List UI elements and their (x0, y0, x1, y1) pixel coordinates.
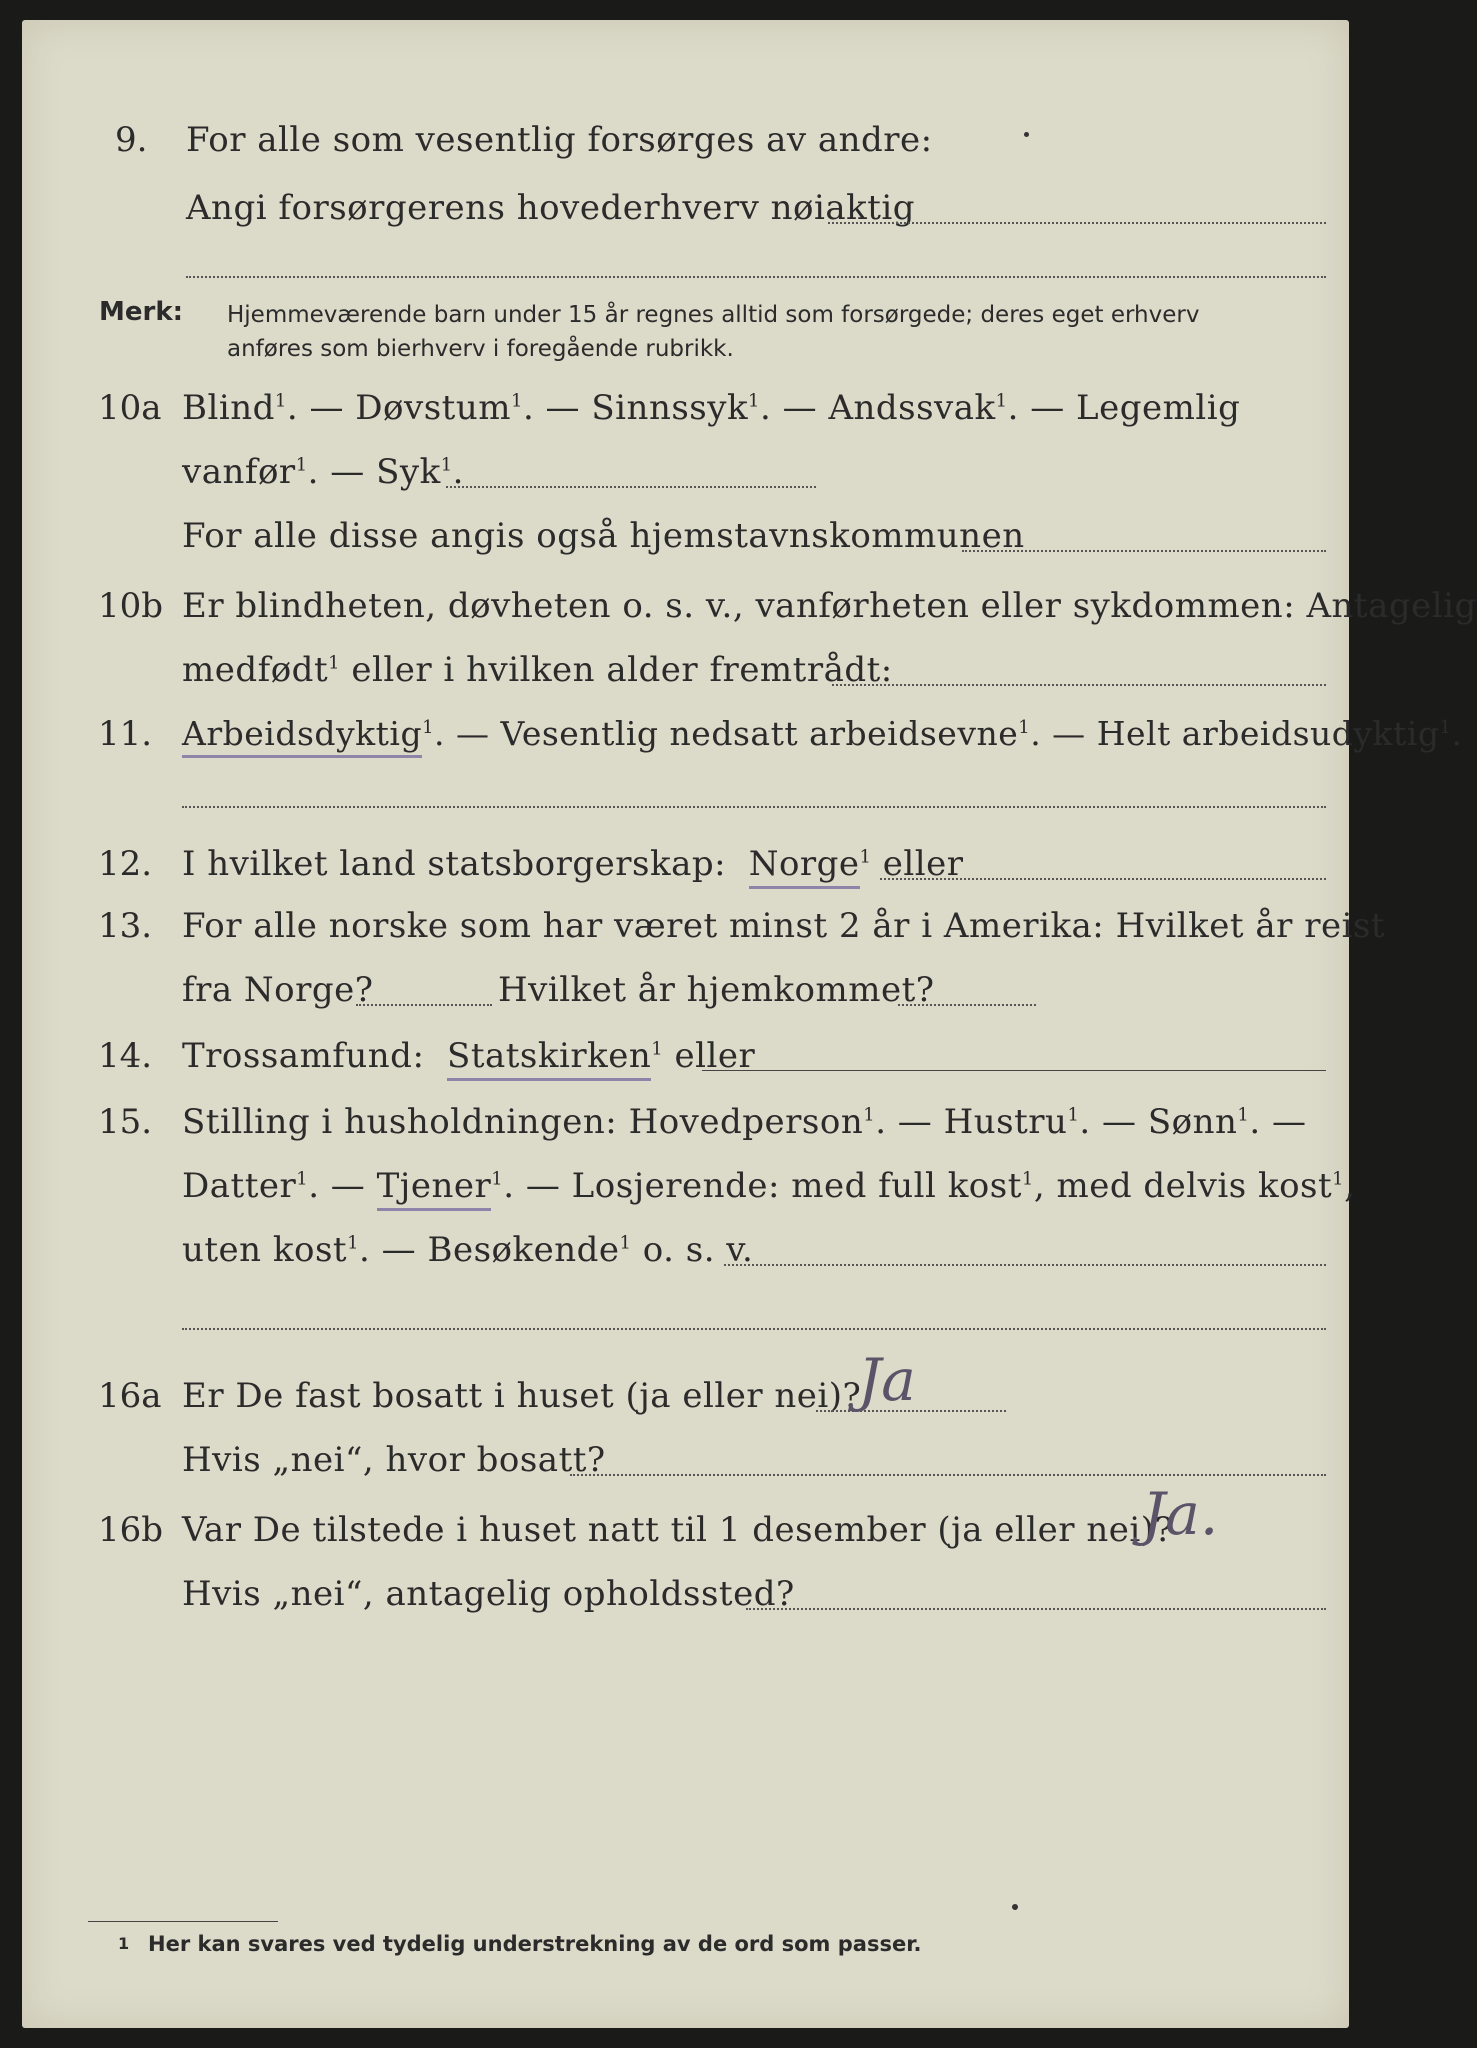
q10a-kommune-dots[interactable] (962, 550, 1326, 552)
q10a-syk[interactable]: Syk (376, 452, 441, 492)
q15-number: 15. (98, 1102, 153, 1142)
q12-eller: eller (871, 844, 964, 884)
q9-number: 9. (115, 120, 148, 160)
q16a-number: 16a (98, 1376, 162, 1416)
q10a-andssvak[interactable]: Andssvak (828, 388, 996, 428)
q15-hustru[interactable]: Hustru (943, 1102, 1068, 1142)
q10b-line2: medfødt$^1$ eller i hvilken alder fremtrådt: (182, 650, 893, 690)
q15-answer-dots[interactable] (724, 1264, 1326, 1266)
q12-answer-dots[interactable] (880, 878, 1326, 880)
footnote-text: Her kan svares ved tydelig understrekning av de ord som passer. (148, 1932, 922, 1956)
q15-tjener[interactable]: Tjener (377, 1166, 492, 1211)
q12-norge[interactable]: Norge (749, 844, 860, 889)
q11-answer-dots[interactable] (182, 806, 1326, 808)
q13-hjem-dots[interactable] (898, 1004, 1036, 1006)
q15-delvis[interactable]: med delvis kost (1056, 1166, 1333, 1206)
merk-label: Merk: (99, 297, 184, 327)
q15-answer-dots-2[interactable] (182, 1328, 1326, 1330)
q11-vesentlig[interactable]: Vesentlig nedsatt arbeidsevne (500, 714, 1019, 753)
footnote-mark: 1 (118, 1934, 130, 1953)
q12-text: I hvilket land statsborgerskap: (182, 844, 727, 884)
q13-line1: For alle norske som har været minst 2 år i Amerika: Hvilket år reist (182, 906, 1386, 946)
q10a-line2: vanfør$^1$. — Syk$^1$. (182, 452, 464, 492)
q11-number: 11. (98, 714, 153, 754)
q15-besokende[interactable]: Besøkende (427, 1230, 620, 1270)
q10a-answer-dots[interactable] (446, 486, 816, 488)
q13-hjem: Hvilket år hjemkommet? (498, 970, 935, 1010)
q15-uten[interactable]: uten kost (182, 1230, 348, 1270)
q10b-line2-rest: eller i hvilken alder fremtrådt: (340, 650, 893, 690)
q10a-vanfor[interactable]: vanfør (182, 452, 296, 492)
q10a-line1: Blind$^1$. — Døvstum$^1$. — Sinnssyk$^1$. — Andssvak$^1$. — Legemlig (182, 388, 1241, 428)
q11-helt[interactable]: Helt arbeidsudyktig (1096, 714, 1440, 753)
paper-speck (1024, 132, 1029, 137)
q10a-blind[interactable]: Blind (182, 388, 275, 428)
q12-number: 12. (98, 844, 153, 884)
q14-statskirken[interactable]: Statskirken (447, 1036, 651, 1081)
q15-datter[interactable]: Datter (182, 1166, 297, 1206)
q10b-number: 10b (98, 586, 164, 626)
q10b-answer-dots[interactable] (832, 684, 1326, 686)
q14-eller: eller (663, 1036, 756, 1076)
paper-speck (1012, 1904, 1018, 1910)
q10a-sinnssyk[interactable]: Sinnssyk (591, 388, 749, 428)
q15-sonn[interactable]: Sønn (1147, 1102, 1238, 1142)
merk-line2: anføres som bierhverv i foregående rubrikk. (227, 336, 734, 362)
q16a-line1: Er De fast bosatt i huset (ja eller nei)? (182, 1376, 862, 1416)
q16b-handwritten-answer[interactable]: Ja. (1142, 1480, 1219, 1548)
q14-line: Trossamfund: Statskirken$^1$ eller (182, 1036, 755, 1076)
q9-answer-dots[interactable] (828, 222, 1326, 224)
q14-text: Trossamfund: (182, 1036, 425, 1076)
q12-line: I hvilket land statsborgerskap: Norge$^1$ eller (182, 844, 964, 884)
census-form-page (22, 20, 1477, 2028)
q10b-medfodt[interactable]: medfødt (182, 650, 329, 690)
merk-line1: Hjemmeværende barn under 15 år regnes alltid som forsørgede; deres eget erhverv (227, 302, 1200, 328)
q15-hovedperson[interactable]: Stilling i husholdningen: Hovedperson (182, 1102, 864, 1142)
q16b-opholdssted-dots[interactable] (746, 1608, 1326, 1610)
q15-line3: uten kost$^1$. — Besøkende$^1$ o. s. v. (182, 1230, 754, 1270)
q11-line: Arbeidsdyktig$^1$. — Vesentlig nedsatt arbeidsevne$^1$. — Helt arbeidsudyktig$^1$. (182, 714, 1462, 753)
q16b-line2: Hvis „nei“, antagelig opholdssted? (182, 1574, 795, 1614)
q10a-line3: For alle disse angis også hjemstavnskommunen (182, 516, 1025, 556)
q14-answer-line[interactable] (702, 1070, 1326, 1071)
q10a-dovstum[interactable]: Døvstum (355, 388, 511, 428)
footnote-divider (88, 1921, 278, 1922)
q16a-line2: Hvis „nei“, hvor bosatt? (182, 1440, 606, 1480)
q15-losjerende[interactable]: Losjerende: med full kost (571, 1166, 1022, 1206)
q16b-line1: Var De tilstede i huset natt til 1 desember (ja eller nei)? (182, 1510, 1174, 1550)
q10b-line1: Er blindheten, døvheten o. s. v., vanførheten eller sykdommen: Antagelig (182, 586, 1477, 626)
q13-fra-dots[interactable] (356, 1004, 492, 1006)
q15-line2: Datter$^1$. — Tjener$^1$. — Losjerende: med full kost$^1$, med delvis kost$^1$, (182, 1166, 1355, 1206)
q9-answer-dots-2[interactable] (186, 276, 1326, 278)
q15-line1: Stilling i husholdningen: Hovedperson$^1$. — Hustru$^1$. — Sønn$^1$. — (182, 1102, 1307, 1142)
q16a-handwritten-answer[interactable]: Ja (858, 1346, 916, 1414)
q9-line1: For alle som vesentlig forsørges av andre: (186, 120, 933, 160)
q15-osv: o. s. v. (631, 1230, 754, 1270)
q13-number: 13. (98, 906, 153, 946)
q16a-bosatt-dots[interactable] (570, 1474, 1326, 1476)
q16b-number: 16b (98, 1510, 164, 1550)
q11-arbeidsdyktig[interactable]: Arbeidsdyktig (182, 714, 422, 758)
q13-fra: fra Norge? (182, 970, 374, 1010)
q14-number: 14. (98, 1036, 153, 1076)
q10a-legemlig[interactable]: Legemlig (1076, 388, 1241, 428)
q10a-number: 10a (98, 388, 162, 428)
q9-line2: Angi forsørgerens hovederhverv nøiaktig (186, 188, 916, 228)
